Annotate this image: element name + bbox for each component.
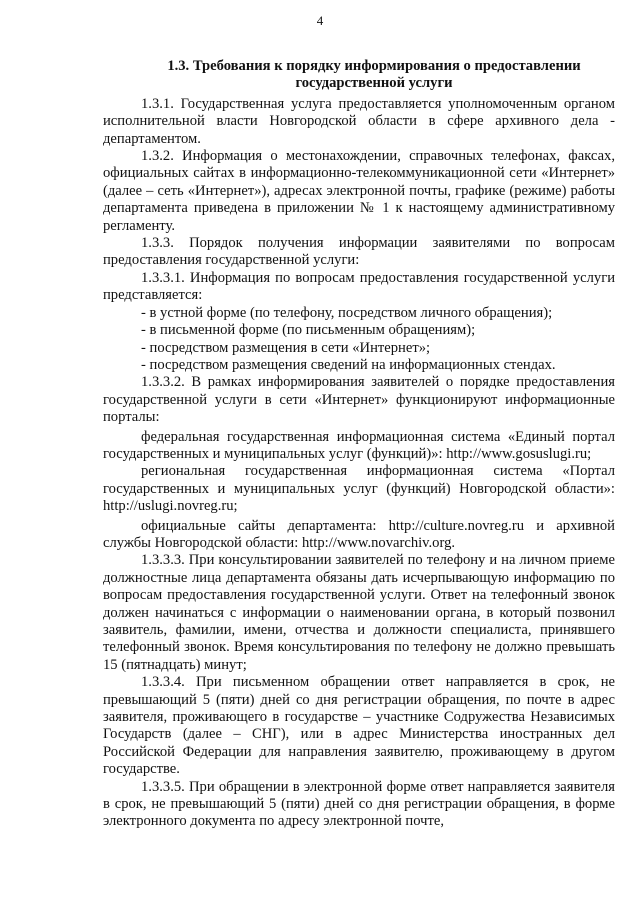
paragraph-1-3-2: 1.3.2. Информация о местонахождении, справочных телефонах, факсах, официальных сайтах в информационно-телекоммуникационной сети «Интернет» (далее – сеть «Интернет»), адресах электронной почты, графике (режиме) работы департамента приведена в приложении № 1 к настоящему административному регламенту.: [103, 148, 615, 234]
list-item-internet: - посредством размещения в сети «Интернет»;: [141, 339, 431, 356]
paragraph-official-sites: официальные сайты департамента: http://culture.novreg.ru и архивной службы Новгородской области: http://www.novarchiv.org.: [103, 517, 615, 551]
page-number: 4: [316, 13, 324, 28]
paragraph-1-3-3: 1.3.3. Порядок получения информации заявителями по вопросам предоставления государственной услуги:: [103, 235, 615, 269]
paragraph-1-3-3-1: 1.3.3.1. Информация по вопросам предоставления государственной услуги представляется:: [103, 269, 615, 304]
paragraph-1-3-1: 1.3.1. Государственная услуга предоставляется уполномоченным органом исполнительной власти Новгородской области в сфере архивного дела - департаментом.: [103, 95, 615, 147]
paragraph-1-3-3-5: 1.3.3.5. При обращении в электронной форме ответ направляется заявителя в срок, не превышающий 5 (пяти) дней со дня регистрации обращения, в форме электронного документа по адресу электронной почте,: [103, 778, 615, 830]
paragraph-1-3-3-2: 1.3.3.2. В рамках информирования заявителей о порядке предоставления государственной услуги в сети «Интернет» функционируют информационные порталы:: [103, 374, 615, 426]
paragraph-federal-portal: федеральная государственная информационная система «Единый портал государственных и муниципальных услуг (функций)»: http://www.gosuslugi.ru;: [103, 428, 615, 462]
list-item-stands: - посредством размещения сведений на информационных стендах.: [141, 356, 556, 373]
section-title: 1.3. Требования к порядку информирования о предоставлении государственной услуги: [167, 58, 581, 92]
list-item-written: - в письменной форме (по письменным обращениям);: [141, 322, 476, 339]
paragraph-1-3-3-3: 1.3.3.3. При консультировании заявителей по телефону и на личном приеме должностные лица департамента обязаны дать исчерпывающую информацию по вопросам предоставления государственной услуги. Ответ на телефонный звонок должен начинаться с информации о наименовании органа, в который позвонил заявитель, фамилии, имени, отчества и должности специалиста, принявшего телефонный звонок. Время консультирования по телефону не должно превышать 15 (пятнадцать) минут;: [103, 552, 615, 673]
list-item-oral: - в устной форме (по телефону, посредством личного обращения);: [141, 304, 553, 321]
paragraph-regional-portal: региональная государственная информационная система «Портал государственных и муниципальных услуг (функций) Новгородской области»: http://uslugi.novreg.ru;: [103, 463, 615, 515]
paragraph-1-3-3-4: 1.3.3.4. При письменном обращении ответ направляется в срок, не превышающий 5 (пяти) дней со дня регистрации обращения, по почте в адрес заявителя, проживающего в государстве – участнике Содружества Независимых Государств (далее – СНГ), или в адрес Министерства иностранных дел Российской Федерации для направления заявителю, проживающему в другом государстве.: [103, 674, 615, 778]
document-body: [103, 58, 615, 831]
